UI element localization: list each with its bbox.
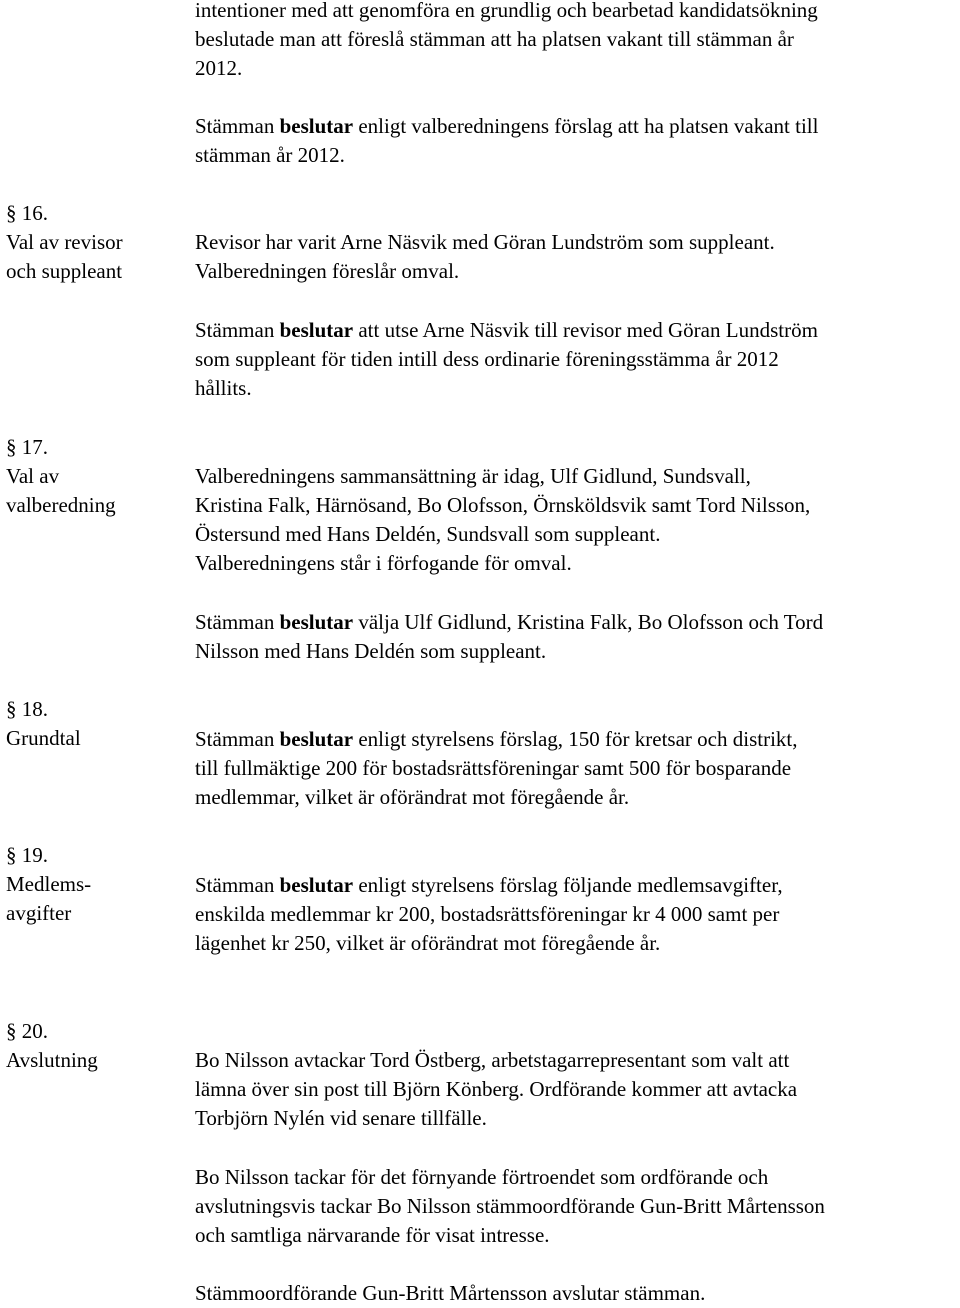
section-title: Medlems- [6,872,92,896]
section-16-heading [6,199,186,286]
intro-paragraph [195,0,955,83]
section-title: avgifter [6,901,72,925]
section-number: § 18. [6,697,48,721]
decision-verb: beslutar [279,873,354,897]
text-line: enskilda medlemmar kr 200, bostadsrättsföreningar kr 4 000 samt per [195,902,780,926]
decision-first-line [195,608,955,637]
section-title: Val av revisor [6,230,123,254]
text-line: Nilsson med Hans Deldén som suppleant. [195,639,547,663]
section-19-decision [195,871,955,958]
section-number: § 17. [6,435,48,459]
section-17-heading [6,433,186,520]
section-title: valberedning [6,493,116,517]
decision-post: att utse Arne Näsvik till revisor med Göran Lundström [353,318,818,342]
decision-post: enligt styrelsens förslag, 150 för kretsar och distrikt, [353,727,798,751]
section-17-paragraph [195,462,955,578]
text-line: Revisor har varit Arne Näsvik med Göran Lundström som suppleant. [195,230,775,254]
section-number: § 16. [6,201,48,225]
text-line: Torbjörn Nylén vid senare tillfälle. [195,1106,487,1130]
section-17-decision [195,608,955,666]
section-20-paragraph [195,1163,955,1250]
text-line: hållits. [195,376,252,400]
section-number: § 20. [6,1019,48,1043]
text-line: lägenhet kr 250, vilket är oförändrat mot föregående år. [195,931,661,955]
text-line: Bo Nilsson tackar för det förnyande förtroendet som ordförande och [195,1165,769,1189]
text-line: Bo Nilsson avtackar Tord Östberg, arbetstagarrepresentant som valt att [195,1048,790,1072]
text-line: medlemmar, vilket är oförändrat mot föregående år. [195,785,630,809]
decision-post: välja Ulf Gidlund, Kristina Falk, Bo Olofsson och Tord [353,610,824,634]
text-line: Östersund med Hans Deldén, Sundsvall som suppleant. [195,522,661,546]
decision-first-line [195,871,955,900]
text-line: 2012. [195,56,243,80]
section-title: Grundtal [6,726,81,750]
text-line: Stämmoordförande Gun-Britt Mårtensson avslutar stämman. [195,1281,706,1305]
section-20-heading [6,1017,186,1075]
text-line: avslutningsvis tackar Bo Nilsson stämmoordförande Gun-Britt Mårtensson [195,1194,825,1218]
text-line: stämman år 2012. [195,143,345,167]
text-line: och samtliga närvarande för visat intresse. [195,1223,550,1247]
decision-pre: Stämman [195,114,280,138]
text-line: intentioner med att genomföra en grundlig och bearbetad kandidatsökning [195,0,818,22]
decision-verb: beslutar [279,318,354,342]
section-20-closing [195,1279,955,1308]
section-20-paragraph [195,1046,955,1133]
decision-pre: Stämman [195,318,280,342]
text-line: beslutade man att föreslå stämman att ha platsen vakant till stämman år [195,27,794,51]
text-line: Valberedningen föreslår omval. [195,259,460,283]
decision-post: enligt styrelsens förslag följande medlemsavgifter, [353,873,783,897]
decision-first-line [195,112,955,141]
text-line: Valberedningens sammansättning är idag, Ulf Gidlund, Sundsvall, [195,464,751,488]
decision-post: enligt valberedningens förslag att ha platsen vakant till [353,114,819,138]
section-18-decision [195,725,955,812]
section-18-heading [6,695,186,753]
decision-first-line [195,725,955,754]
decision-pre: Stämman [195,873,280,897]
section-16-decision [195,316,955,403]
text-line: Kristina Falk, Härnösand, Bo Olofsson, Örnsköldsvik samt Tord Nilsson, [195,493,811,517]
decision-verb: beslutar [279,610,354,634]
section-title: och suppleant [6,259,123,283]
section-title: Avslutning [6,1048,98,1072]
text-line: lämna över sin post till Björn Könberg. Ordförande kommer att avtacka [195,1077,798,1101]
text-line: till fullmäktige 200 för bostadsrättsföreningar samt 500 för bosparande [195,756,792,780]
decision-verb: beslutar [279,727,354,751]
intro-decision [195,112,955,170]
decision-pre: Stämman [195,610,280,634]
text-line: som suppleant för tiden intill dess ordinarie föreningsstämma år 2012 [195,347,779,371]
decision-first-line [195,316,955,345]
section-title: Val av [6,464,60,488]
section-16-paragraph [195,228,955,286]
section-number: § 19. [6,843,48,867]
decision-verb: beslutar [279,114,354,138]
text-line: Valberedningens står i förfogande för omval. [195,551,572,575]
decision-pre: Stämman [195,727,280,751]
section-19-heading [6,841,186,928]
